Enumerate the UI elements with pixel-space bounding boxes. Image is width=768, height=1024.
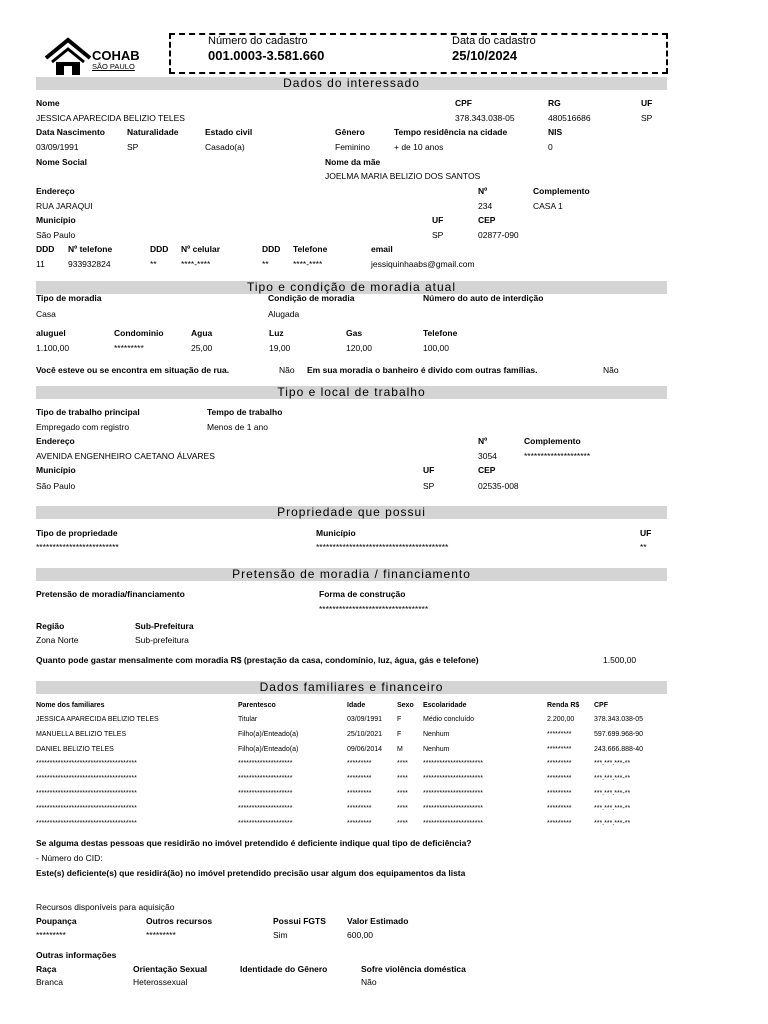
- raca-label: Raça: [36, 964, 57, 974]
- fam-parentesco-cell: Filho(a)/Enteado(a): [238, 745, 299, 753]
- luz-value: 19,00: [269, 343, 291, 353]
- cep-trabalho-label: CEP: [478, 465, 496, 475]
- telefone-label: Nº telefone: [68, 244, 113, 254]
- tipo-moradia-label: Tipo de moradia: [36, 293, 102, 303]
- fam-cpf-cell: ***.***.***-**: [594, 819, 631, 827]
- house-logo-icon: [44, 36, 96, 76]
- ddd3-label: DDD: [262, 244, 281, 254]
- numero-trabalho-label: Nº: [478, 436, 488, 446]
- agua-label: Agua: [191, 328, 213, 338]
- uf-trabalho-label: UF: [423, 465, 435, 475]
- col-idade-header: Idade: [347, 702, 366, 709]
- ddd1-label: DDD: [36, 244, 55, 254]
- regiao-value: Zona Norte: [36, 635, 79, 645]
- gasto-mensal-label: Quanto pode gastar mensalmente com moradia R$ (prestação da casa, condomínio, luz, água, gás e telefone): [36, 655, 479, 665]
- fam-cpf-cell: 597.699.968-90: [594, 730, 644, 738]
- numero-value: 001.0003-3.581.660: [208, 48, 325, 63]
- nascimento-label: Data Nascimento: [36, 127, 105, 137]
- fam-escolaridade-cell: **********************: [423, 760, 483, 768]
- equipamentos-question: Este(s) deficiente(s) que residirá(ão) no imóvel pretendido precisão usar algum dos equipamentos da lista: [36, 868, 466, 878]
- uf-trabalho-value: SP: [423, 481, 435, 491]
- data-label: Data do cadastro: [452, 35, 536, 47]
- fam-parentesco-cell: ********************: [238, 790, 293, 797]
- recursos-label: Recursos disponíveis para aquisição: [36, 902, 175, 912]
- gas-label: Gas: [346, 328, 363, 338]
- telefone2-label: Telefone: [293, 244, 328, 254]
- section-dados-interessado: Dados do interessado: [36, 77, 667, 90]
- col-escolaridade-header: Escolaridade: [423, 702, 467, 709]
- cpf-label: CPF: [455, 98, 472, 108]
- nome-value: JESSICA APARECIDA BELIZIO TELES: [36, 113, 185, 123]
- endereco-trabalho-label: Endereço: [36, 436, 75, 446]
- fam-nome-cell: MANUELLA BELIZIO TELES: [36, 730, 127, 738]
- data-value: 25/10/2024: [452, 48, 518, 63]
- tipo-trabalho-label: Tipo de trabalho principal: [36, 407, 140, 417]
- telefone2-value: ****-****: [293, 259, 323, 269]
- fam-parentesco-cell: ********************: [238, 760, 293, 768]
- uf-propriedade-label: UF: [640, 528, 652, 538]
- fam-cpf-cell: ***.***.***-**: [594, 775, 631, 783]
- fam-escolaridade-cell: **********************: [423, 775, 483, 783]
- raca-value: Branca: [36, 977, 63, 987]
- tipo-trabalho-value: Empregado com registro: [36, 422, 130, 432]
- cep-trabalho-value: 02535-008: [478, 481, 519, 491]
- tempo-residencia-value: + de 10 anos: [394, 142, 444, 152]
- fam-nome-cell: *************************************: [36, 775, 137, 783]
- subprefeitura-value: Sub-prefeitura: [135, 635, 189, 645]
- banheiro-value: Não: [603, 365, 619, 375]
- municipio-propriedade-value: ****************************************: [316, 542, 449, 552]
- auto-interdicao-label: Número do auto de interdição: [423, 293, 544, 303]
- col-cpf-header: CPF: [594, 702, 608, 709]
- logo-text: COHAB: [92, 48, 140, 63]
- fam-parentesco-cell: Titular: [238, 716, 258, 723]
- fam-sexo-cell: ****: [397, 804, 408, 812]
- pretensao-label: Pretensão de moradia/financiamento: [36, 589, 185, 599]
- nome-mae-label: Nome da mãe: [325, 157, 381, 167]
- section-moradia-atual: Tipo e condição de moradia atual: [36, 281, 667, 294]
- municipio-propriedade-label: Município: [316, 528, 356, 538]
- condominio-value: *********: [114, 343, 144, 353]
- estado-civil-label: Estado civil: [205, 127, 253, 137]
- forma-construcao-value: *********************************: [319, 604, 429, 614]
- aluguel-label: aluguel: [36, 328, 66, 338]
- col-renda-header: Renda R$: [547, 702, 580, 709]
- complemento-label: Complemento: [533, 186, 590, 196]
- rg-label: RG: [548, 98, 561, 108]
- nascimento-value: 03/09/1991: [36, 142, 79, 152]
- endereco-value: RUA JARAQUI: [36, 201, 93, 211]
- poupanca-value: *********: [36, 930, 66, 940]
- tempo-trabalho-label: Tempo de trabalho: [207, 407, 283, 417]
- col-nome-header: Nome dos familiares: [36, 702, 105, 709]
- fam-renda-cell: *********: [547, 730, 572, 738]
- poupanca-label: Poupança: [36, 916, 77, 926]
- fam-escolaridade-cell: Nenhum: [423, 730, 450, 738]
- fam-parentesco-cell: ********************: [238, 819, 293, 827]
- outros-recursos-value: *********: [146, 930, 176, 940]
- municipio-trabalho-label: Município: [36, 465, 76, 475]
- tempo-trabalho-value: Menos de 1 ano: [207, 422, 268, 432]
- nis-label: NIS: [548, 127, 563, 137]
- telefone-custo-value: 100,00: [423, 343, 449, 353]
- fam-sexo-cell: M: [397, 745, 403, 753]
- fam-escolaridade-cell: **********************: [423, 804, 483, 812]
- complemento-trabalho-label: Complemento: [524, 436, 581, 446]
- regiao-label: Região: [36, 621, 65, 631]
- uf-label: UF: [641, 98, 653, 108]
- rg-value: 480516686: [548, 113, 591, 123]
- orientacao-label: Orientação Sexual: [133, 964, 208, 974]
- fam-escolaridade-cell: **********************: [423, 790, 483, 797]
- fam-cpf-cell: ***.***.***-**: [594, 804, 631, 812]
- identidade-genero-label: Identidade do Gênero: [240, 964, 328, 974]
- situacao-rua-question: Você esteve ou se encontra em situação de rua.: [36, 365, 230, 375]
- endereco-trabalho-value: AVENIDA ENGENHEIRO CAETANO ÁLVARES: [36, 451, 215, 461]
- municipio-trabalho-value: São Paulo: [36, 481, 76, 491]
- section-propriedade: Propriedade que possui: [36, 506, 667, 519]
- naturalidade-label: Naturalidade: [127, 127, 179, 137]
- cohab-logo: [44, 36, 144, 76]
- estado-civil-value: Casado(a): [205, 142, 245, 152]
- fam-nome-cell: JESSICA APARECIDA BELIZIO TELES: [36, 716, 159, 723]
- section-pretensao: Pretensão de moradia / financiamento: [36, 568, 667, 581]
- fam-renda-cell: *********: [547, 775, 572, 783]
- fam-renda-cell: *********: [547, 745, 572, 753]
- fam-sexo-cell: ****: [397, 760, 408, 768]
- gasto-mensal-value: 1.500,00: [603, 655, 637, 665]
- orientacao-value: Heterossexual: [133, 977, 188, 987]
- fam-sexo-cell: ****: [397, 790, 408, 797]
- fam-renda-cell: *********: [547, 790, 572, 797]
- violencia-label: Sofre violência doméstica: [361, 964, 466, 974]
- genero-value: Feminino: [335, 142, 370, 152]
- endereco-label: Endereço: [36, 186, 75, 196]
- numero-label: Número do cadastro: [208, 35, 308, 47]
- ddd2-label: DDD: [150, 244, 169, 254]
- fam-nome-cell: *************************************: [36, 819, 137, 827]
- tempo-residencia-label: Tempo residência na cidade: [394, 127, 508, 137]
- agua-value: 25,00: [191, 343, 213, 353]
- fam-sexo-cell: ****: [397, 819, 408, 827]
- celular-label: Nº celular: [181, 244, 221, 254]
- cep-value: 02877-090: [478, 230, 519, 240]
- uf2-value: SP: [432, 230, 444, 240]
- deficiencia-question: Se alguma destas pessoas que residirão no imóvel pretendido é deficiente indique qual tipo de deficiência?: [36, 838, 472, 848]
- logo-subtext: SÃO PAULO: [92, 62, 135, 71]
- fam-cpf-cell: ***.***.***-**: [594, 760, 631, 768]
- banheiro-question: Em sua moradia o banheiro é divido com outras famílias.: [307, 365, 538, 375]
- condicao-moradia-label: Condição de moradia: [268, 293, 355, 303]
- fam-parentesco-cell: ********************: [238, 804, 293, 812]
- fam-renda-cell: *********: [547, 819, 572, 827]
- fam-nome-cell: *************************************: [36, 760, 137, 768]
- fam-sexo-cell: F: [397, 716, 402, 723]
- violencia-value: Não: [361, 977, 377, 987]
- outros-recursos-label: Outros recursos: [146, 916, 213, 926]
- nome-social-label: Nome Social: [36, 157, 88, 167]
- numero-end-value: 234: [478, 201, 493, 211]
- tipo-propriedade-value: *************************: [36, 542, 119, 552]
- naturalidade-value: SP: [127, 142, 139, 152]
- section-familiares: Dados familiares e financeiro: [36, 681, 667, 694]
- complemento-value: CASA 1: [533, 201, 563, 211]
- luz-label: Luz: [269, 328, 284, 338]
- ddd1-value: 11: [36, 259, 45, 269]
- fam-parentesco-cell: Filho(a)/Enteado(a): [238, 730, 299, 738]
- telefone-value: 933932824: [68, 259, 111, 269]
- fam-cpf-cell: 378.343.038-05: [594, 716, 644, 723]
- complemento-trabalho-value: ********************: [524, 451, 591, 461]
- nome-label: Nome: [36, 98, 60, 108]
- col-sexo-header: Sexo: [397, 702, 414, 709]
- tipo-moradia-value: Casa: [36, 309, 56, 319]
- gas-value: 120,00: [346, 343, 372, 353]
- genero-label: Gênero: [335, 127, 365, 137]
- fam-idade-cell: 03/09/1991: [347, 716, 383, 723]
- fam-renda-cell: *********: [547, 760, 572, 768]
- condominio-label: Condominio: [114, 328, 164, 338]
- fam-idade-cell: *********: [347, 804, 372, 812]
- email-label: email: [371, 244, 393, 254]
- nome-mae-value: JOELMA MARIA BELIZIO DOS SANTOS: [325, 171, 481, 181]
- fam-renda-cell: 2.200,00: [547, 716, 575, 723]
- fam-nome-cell: DANIEL BELIZIO TELES: [36, 745, 114, 753]
- outras-informacoes-label: Outras informações: [36, 950, 117, 960]
- fam-parentesco-cell: ********************: [238, 775, 293, 783]
- numero-end-label: Nº: [478, 186, 488, 196]
- fam-idade-cell: 25/10/2021: [347, 730, 383, 738]
- fam-sexo-cell: ****: [397, 775, 408, 783]
- condicao-moradia-value: Alugada: [268, 309, 300, 319]
- numero-trabalho-value: 3054: [478, 451, 497, 461]
- fam-cpf-cell: 243.666.888-40: [594, 745, 644, 753]
- section-trabalho: Tipo e local de trabalho: [36, 386, 667, 399]
- aluguel-value: 1.100,00: [36, 343, 70, 353]
- municipio-value: São Paulo: [36, 230, 76, 240]
- fam-escolaridade-cell: **********************: [423, 819, 483, 827]
- fgts-label: Possui FGTS: [273, 916, 326, 926]
- fam-idade-cell: *********: [347, 819, 372, 827]
- col-parentesco-header: Parentesco: [238, 702, 276, 709]
- fgts-value: Sim: [273, 930, 288, 940]
- fam-escolaridade-cell: Nenhum: [423, 745, 450, 753]
- fam-sexo-cell: F: [397, 730, 402, 738]
- uf-value: SP: [641, 113, 653, 123]
- fam-idade-cell: *********: [347, 790, 372, 797]
- cid-label: - Número do CID:: [36, 853, 103, 863]
- valor-estimado-value: 600,00: [347, 930, 373, 940]
- tipo-propriedade-label: Tipo de propriedade: [36, 528, 118, 538]
- forma-construcao-label: Forma de construção: [319, 589, 406, 599]
- fam-escolaridade-cell: Médio concluído: [423, 716, 474, 723]
- nis-value: 0: [548, 142, 553, 152]
- fam-idade-cell: *********: [347, 760, 372, 768]
- uf2-label: UF: [432, 215, 444, 225]
- situacao-rua-value: Não: [279, 365, 295, 375]
- telefone-custo-label: Telefone: [423, 328, 458, 338]
- uf-propriedade-value: **: [640, 542, 647, 552]
- celular-value: ****-****: [181, 259, 211, 269]
- valor-estimado-label: Valor Estimado: [347, 916, 409, 926]
- fam-nome-cell: *************************************: [36, 804, 137, 812]
- ddd2-value: **: [150, 259, 157, 269]
- cpf-value: 378.343.038-05: [455, 113, 515, 123]
- fam-cpf-cell: ***.***.***-**: [594, 790, 631, 797]
- fam-nome-cell: *************************************: [36, 790, 137, 797]
- ddd3-value: **: [262, 259, 269, 269]
- cep-label: CEP: [478, 215, 496, 225]
- email-value: jessiquinhaabs@gmail.com: [371, 259, 475, 269]
- fam-idade-cell: 09/06/2014: [347, 745, 383, 753]
- subprefeitura-label: Sub-Prefeitura: [135, 621, 194, 631]
- fam-renda-cell: *********: [547, 804, 572, 812]
- fam-idade-cell: *********: [347, 775, 372, 783]
- municipio-label: Município: [36, 215, 76, 225]
